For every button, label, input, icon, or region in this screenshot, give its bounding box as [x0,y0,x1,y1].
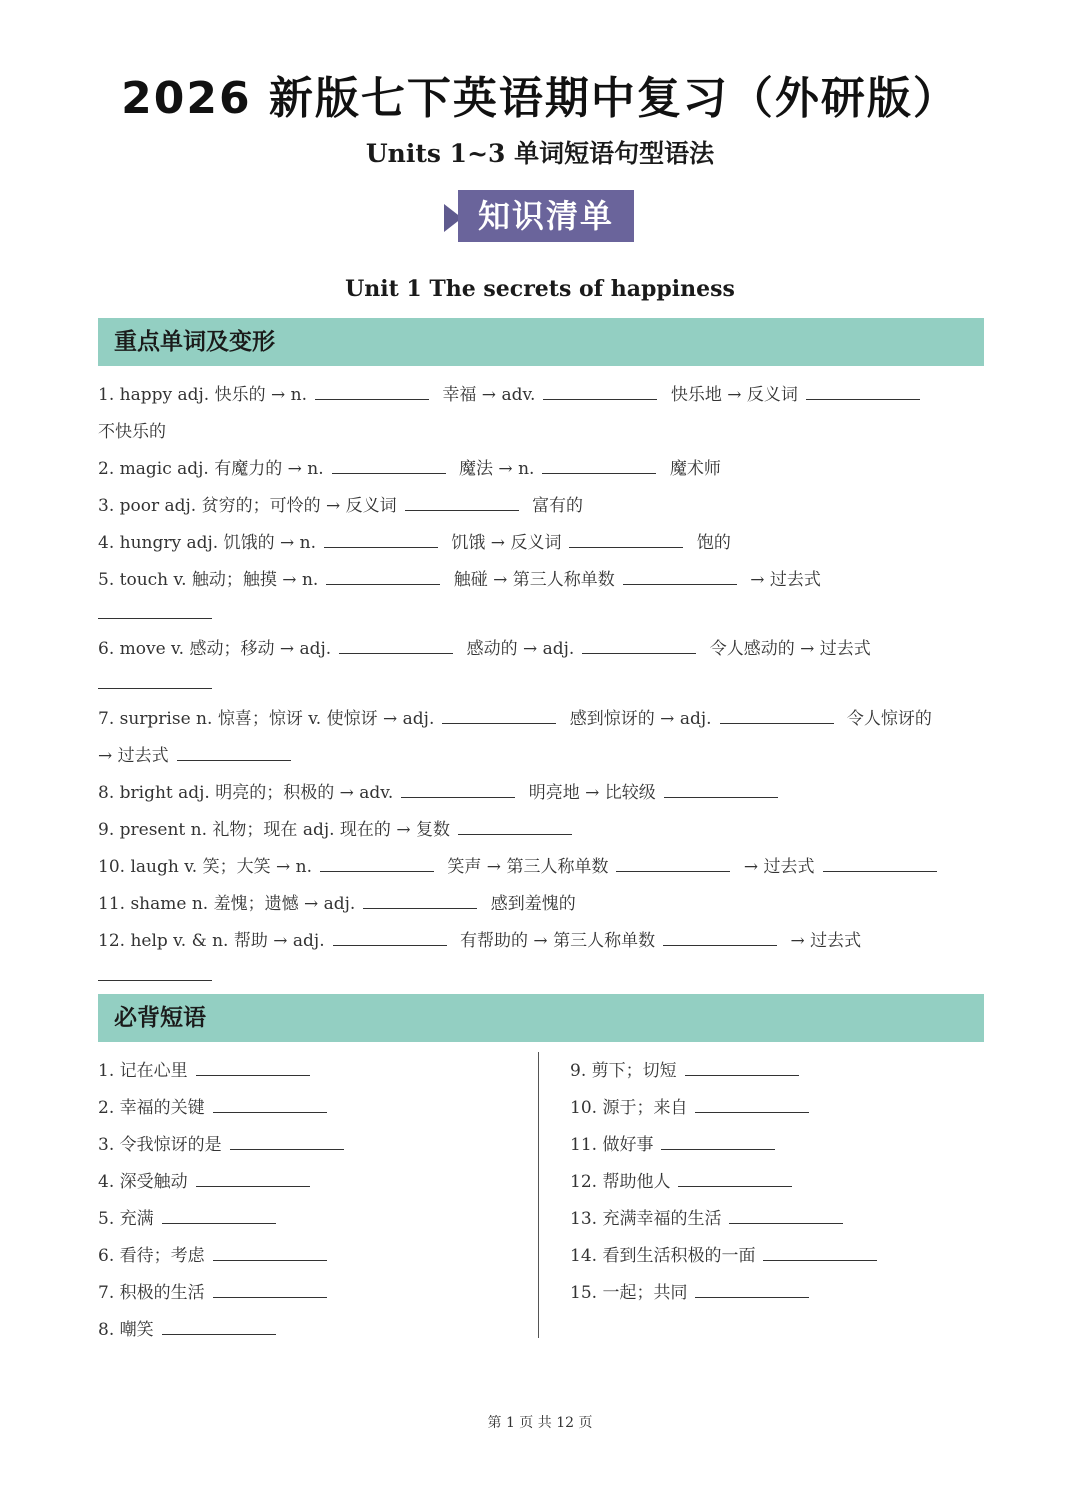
word-item-text: → 过去式 [750,570,821,590]
word-item-text: 感到惊讶的 → adj. [569,709,712,729]
word-item-6 [98,634,871,659]
word-item-2 [98,454,721,479]
phrase-item: 2. 幸福的关键 [98,1093,335,1118]
unit-title: Unit 1 The secrets of happiness [345,276,735,302]
answer-blank[interactable] [196,1059,310,1076]
word-item-text: 有帮助的 → 第三人称单数 [460,931,656,951]
answer-blank[interactable] [324,531,438,548]
answer-blank[interactable] [823,855,937,872]
word-item-text: → 过去式 [98,746,169,766]
answer-blank[interactable] [678,1170,792,1187]
phrase-item: 11. 做好事 [570,1130,783,1155]
word-item-text: 8. bright adj. 明亮的；积极的 → adv. [98,783,394,803]
answer-blank[interactable] [663,929,777,946]
word-item-10 [98,852,945,877]
phrase-item: 8. 嘲笑 [98,1315,284,1340]
word-item-text: 10. laugh v. 笑；大笑 → n. [98,857,312,877]
word-item-text: 快乐地 → 反义词 [670,385,798,405]
section-header-phrases: 必背短语 [98,994,984,1042]
word-item-text: 2. magic adj. 有魔力的 → n. [98,459,324,479]
knowledge-list-badge [444,190,634,242]
column-divider [538,1052,539,1338]
word-item-text: 富有的 [532,496,584,516]
answer-blank[interactable] [729,1207,843,1224]
word-item-text: 饥饿 → 反义词 [451,533,562,553]
answer-blank[interactable] [98,688,212,689]
word-item-text: 5. touch v. 触动；触摸 → n. [98,570,319,590]
word-item-1 [98,380,928,405]
document-subtitle: Units 1~3 单词短语句型语法 [365,139,715,168]
word-item-text: 7. surprise n. 惊喜；惊讶 v. 使惊讶 → adj. [98,709,435,729]
word-item-text: 12. help v. & n. 帮助 → adj. [98,931,325,951]
word-item-text: 笑声 → 第三人称单数 [447,857,609,877]
answer-blank[interactable] [326,568,440,585]
word-item-text: 4. hungry adj. 饥饿的 → n. [98,533,316,553]
word-item-text: 感动的 → adj. [466,639,575,659]
word-item-text: 9. present n. 礼物；现在 adj. 现在的 → 复数 [98,820,450,840]
word-item-text: 3. poor adj. 贫穷的；可怜的 → 反义词 [98,496,397,516]
word-item-text: 令人惊讶的 [846,709,932,729]
phrase-item: 12. 帮助他人 [570,1167,800,1192]
answer-blank[interactable] [806,383,920,400]
word-item-5 [98,565,821,590]
answer-blank[interactable] [695,1096,809,1113]
answer-blank[interactable] [542,457,656,474]
answer-blank[interactable] [401,781,515,798]
answer-blank[interactable] [569,531,683,548]
answer-blank[interactable] [333,929,447,946]
phrase-item: 9. 剪下；切短 [570,1056,807,1081]
word-item-3 [98,491,583,516]
phrase-item: 4. 深受触动 [98,1167,318,1192]
answer-blank[interactable] [162,1318,276,1335]
word-item-text: 幸福 → adv. [442,385,536,405]
answer-blank[interactable] [230,1133,344,1150]
word-item-1-continuation: 不快乐的 [98,422,166,442]
answer-blank[interactable] [213,1281,327,1298]
word-item-text: 6. move v. 感动；移动 → adj. [98,639,332,659]
answer-blank[interactable] [332,457,446,474]
phrase-item: 10. 源于；来自 [570,1093,817,1118]
answer-blank[interactable] [616,855,730,872]
answer-blank[interactable] [623,568,737,585]
answer-blank[interactable] [162,1207,276,1224]
phrase-item: 5. 充满 [98,1204,284,1229]
answer-blank[interactable] [213,1244,327,1261]
answer-blank[interactable] [661,1133,775,1150]
answer-blank[interactable] [320,855,434,872]
phrase-item: 6. 看待；考虑 [98,1241,335,1266]
answer-blank[interactable] [442,707,556,724]
word-item-9 [98,815,580,840]
word-item-text: 令人感动的 → 过去式 [709,639,871,659]
word-item-text: 11. shame n. 羞愧；遗憾 → adj. [98,894,356,914]
word-item-text: 饱的 [696,533,731,553]
word-item-text: 魔法 → n. [459,459,535,479]
word-item-text: 1. happy adj. 快乐的 → n. [98,385,307,405]
answer-blank[interactable] [98,618,212,619]
word-item-12 [98,926,861,951]
word-item-7-continuation [98,741,299,766]
answer-blank[interactable] [720,707,834,724]
phrase-item: 7. 积极的生活 [98,1278,335,1303]
answer-blank[interactable] [213,1096,327,1113]
section-header-words: 重点单词及变形 [98,318,984,366]
answer-blank[interactable] [315,383,429,400]
phrase-item: 15. 一起；共同 [570,1278,817,1303]
badge-label: 知识清单 [458,190,634,242]
word-item-text: → 过去式 [743,857,815,877]
answer-blank[interactable] [458,818,572,835]
phrase-item: 1. 记在心里 [98,1056,318,1081]
answer-blank[interactable] [664,781,778,798]
word-item-4 [98,528,731,553]
word-item-text: 感到羞愧的 [490,894,576,914]
answer-blank[interactable] [196,1170,310,1187]
word-item-11 [98,889,576,914]
page-number: 第 1 页 共 12 页 [487,1415,593,1431]
answer-blank[interactable] [339,637,453,654]
answer-blank[interactable] [363,892,477,909]
document-title: 2026 新版七下英语期中复习（外研版） [121,73,959,124]
answer-blank[interactable] [405,494,519,511]
phrase-item: 14. 看到生活积极的一面 [570,1241,885,1266]
word-item-7 [98,704,932,729]
word-item-text: 触碰 → 第三人称单数 [453,570,615,590]
answer-blank[interactable] [763,1244,877,1261]
answer-blank[interactable] [98,980,212,981]
word-item-8 [98,778,786,803]
word-item-text: 明亮地 → 比较级 [528,783,656,803]
word-item-text: → 过去式 [790,931,862,951]
answer-blank[interactable] [543,383,657,400]
phrase-item: 13. 充满幸福的生活 [570,1204,851,1229]
phrase-item: 3. 令我惊讶的是 [98,1130,352,1155]
answer-blank[interactable] [695,1281,809,1298]
answer-blank[interactable] [685,1059,799,1076]
word-item-text: 魔术师 [669,459,721,479]
answer-blank[interactable] [177,744,291,761]
answer-blank[interactable] [582,637,696,654]
